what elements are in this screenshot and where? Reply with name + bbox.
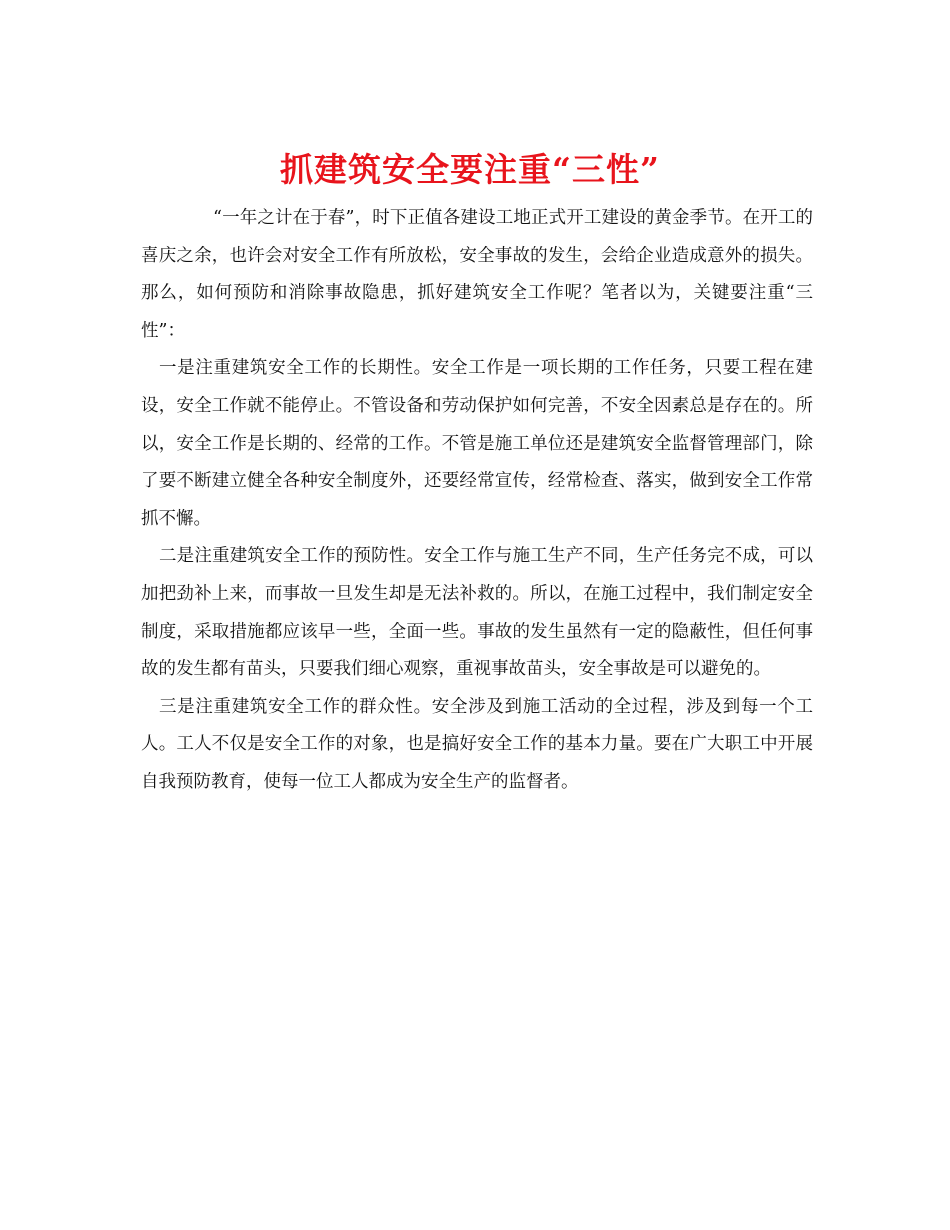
document-title: 抓建筑安全要注重“三性”: [280, 150, 660, 190]
paragraph-prevention: 二是注重建筑安全工作的预防性。安全工作与施工生产不同，生产任务完不成，可以加把劲补上来，而事故一旦发生却是无法补救的。所以，在施工过程中，我们制定安全制度，采取措施都应该早一些，全面一些。事故的发生虽然有一定的隐蔽性，但任何事故的发生都有苗头，只要我们细心观察，重视事故苗头，安全事故是可以避免的。: [141, 546, 813, 680]
document-body: [141, 200, 813, 802]
paragraph-long-term: 一是注重建筑安全工作的长期性。安全工作是一项长期的工作任务，只要工程在建设，安全工作就不能停止。不管设备和劳动保护如何完善，不安全因素总是存在的。所以，安全工作是长期的、经常的工作。不管是施工单位还是建筑安全监督管理部门，除了要不断建立健全各种安全制度外，还要经常宣传，经常检查、落实，做到安全工作常抓不懈。: [141, 358, 813, 529]
paragraph-intro: “一年之计在于春”，时下正值各建设工地正式开工建设的黄金季节。在开工的喜庆之余，也许会对安全工作有所放松，安全事故的发生，会给企业造成意外的损失。那么，如何预防和消除事故隐患，抓好建筑安全工作呢？笔者以为，关键要注重“三性”：: [141, 208, 813, 341]
paragraph-mass-participation: 三是注重建筑安全工作的群众性。安全涉及到施工活动的全过程，涉及到每一个工人。工人不仅是安全工作的对象，也是搞好安全工作的基本力量。要在广大职工中开展自我预防教育，使每一位工人都成为安全生产的监督者。: [141, 696, 813, 792]
